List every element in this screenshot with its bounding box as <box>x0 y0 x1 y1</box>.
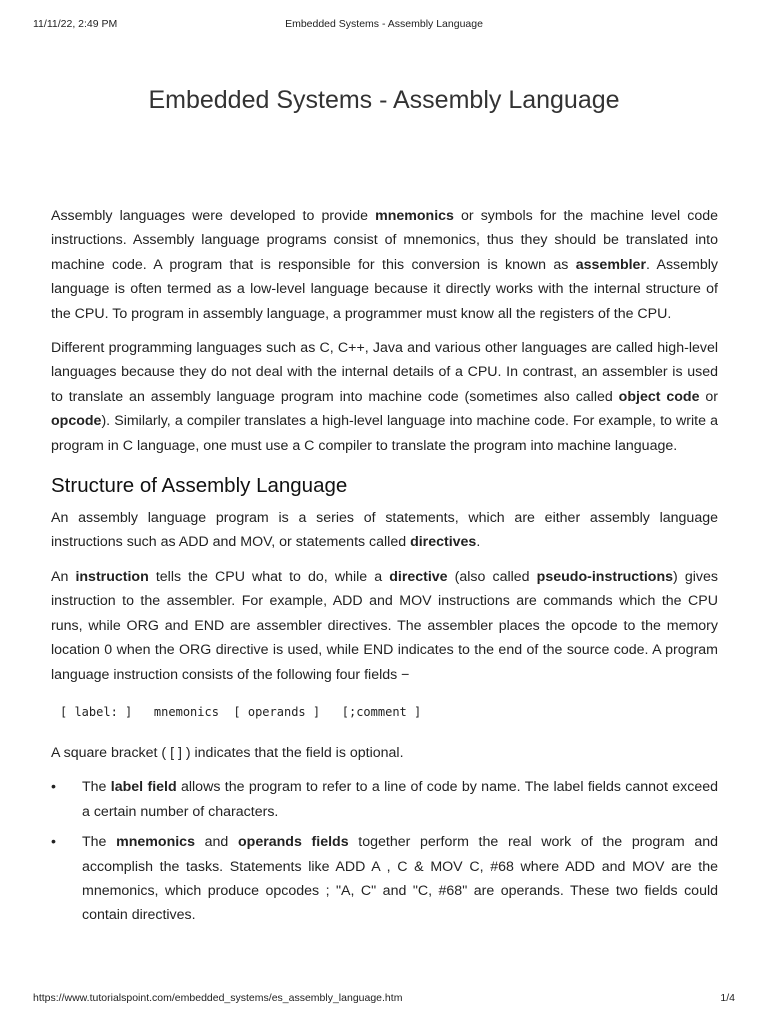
term-pseudo-instructions: pseudo-instructions <box>536 568 674 585</box>
bullet-icon: • <box>51 834 56 851</box>
text: . <box>476 534 481 551</box>
list-item <box>51 775 718 824</box>
print-footer-url: https://www.tutorialspoint.com/embedded_systems/es_assembly_language.htm <box>33 992 403 1004</box>
field-list <box>51 775 718 924</box>
print-page-number: 1/4 <box>720 992 735 1004</box>
paragraph-intro <box>51 204 718 326</box>
text: allows the program to refer to a line of code by name. The label fields cannot exceed a certain number of characters. <box>82 779 718 820</box>
text: and <box>194 834 238 851</box>
text: together perform the real work of the program and accomplish the tasks. Statements like ADD A , C & MOV C, #68 where ADD and MOV are the mnemonics, which produce opcodes ; "A, C" and "C, #68" are operands. These two fields could contain directives. <box>82 834 718 924</box>
article-content <box>51 204 719 924</box>
print-header-title: Embedded Systems - Assembly Language <box>285 18 483 30</box>
term-directives: directives <box>410 534 477 551</box>
text: The <box>82 779 111 796</box>
code-syntax: [ label: ] mnemonics [ operands ] [;comment ] <box>60 704 422 719</box>
text: An <box>51 568 76 585</box>
text: or <box>699 388 718 405</box>
text: Assembly languages were developed to provide <box>51 208 376 224</box>
paragraph-high-level <box>51 336 718 458</box>
paragraph-optional: A square bracket ( [ ] ) indicates that the field is optional. <box>51 744 404 761</box>
term-mnemonics: mnemonics <box>375 208 454 224</box>
text: An assembly language program is a series of statements, which are either assembly language instructions such as ADD and MOV, or statements called <box>51 510 718 551</box>
paragraph-instruction <box>51 565 718 687</box>
bullet-icon: • <box>51 779 56 796</box>
term-label-field: label field <box>110 779 177 796</box>
term-opcode: opcode <box>51 413 102 430</box>
term-assembler: assembler <box>575 256 646 273</box>
term-operands-fields: operands fields <box>238 834 349 851</box>
print-date: 11/11/22, 2:49 PM <box>33 18 118 30</box>
paragraph-statements <box>51 506 718 555</box>
text: or symbols for the machine level code instructions. Assembly language programs consist of mnemonics, thus they should be translated into machine code. A program that is responsible for this conversion is known as <box>51 208 719 273</box>
page-title: Embedded Systems - Assembly Language <box>148 86 620 114</box>
list-item <box>51 830 718 924</box>
text: Different programming languages such as C, C++, Java and various other languages are called high-level languages because they do not deal with the internal details of a CPU. In contrast, an assembler is used to translate an assembly language program into machine code (sometimes also called <box>51 340 718 405</box>
section-heading: Structure of Assembly Language <box>51 474 348 498</box>
text: The <box>82 834 117 851</box>
text: . Assembly language is often termed as a low-level language because it directly works with the internal structure of the CPU. To program in assembly language, a programmer must know all the registers of the CPU. <box>51 256 718 322</box>
text: ) gives instruction to the assembler. For example, ADD and MOV instructions are commands which the CPU runs, while ORG and END are assembler directives. The assembler places the opcode to the memory location 0 when the ORG directive is used, while END indicates to the end of the source code. A program language instruction consists of the following four fields − <box>51 568 718 683</box>
term-object-code: object code <box>618 388 700 405</box>
term-directive: directive <box>389 568 448 585</box>
term-instruction: instruction <box>75 568 149 585</box>
term-mnemonics-field: mnemonics <box>116 834 195 851</box>
text: ). Similarly, a compiler translates a high-level language into machine code. For example, to write a program in C language, one must use a C compiler to translate the program into machine language. <box>51 413 718 454</box>
text: (also called <box>447 568 537 585</box>
text: tells the CPU what to do, while a <box>148 568 390 585</box>
